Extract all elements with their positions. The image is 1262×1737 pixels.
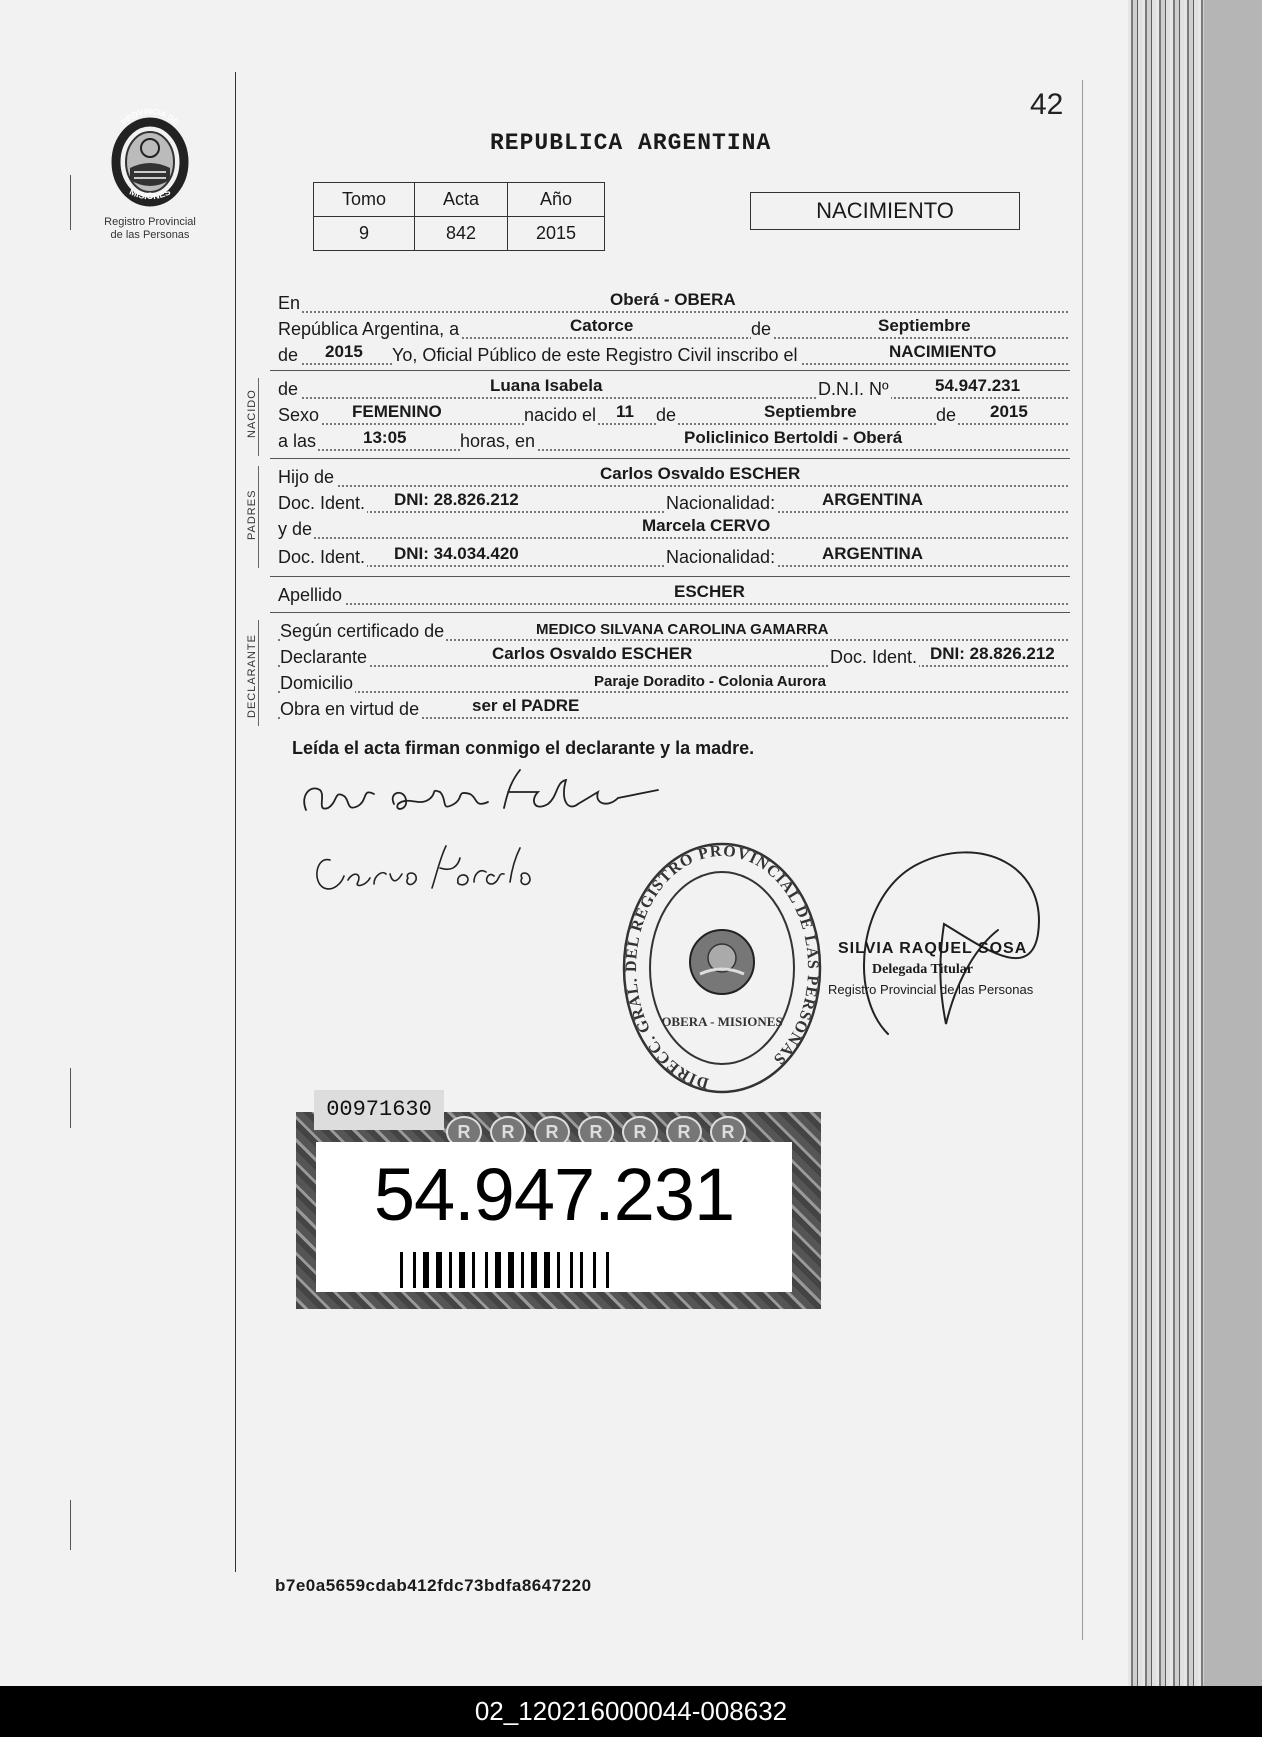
dni-sticker: [296, 1112, 821, 1309]
doc-ident-label: Doc. Ident.: [278, 547, 366, 567]
mother-name-row: [278, 516, 1068, 542]
acta-value: 842: [415, 217, 508, 251]
declarante-signature: [298, 760, 738, 830]
mother-nationality-value: ARGENTINA: [822, 544, 924, 563]
page-stack-edge: [1128, 0, 1204, 1686]
apellido-label: Apellido: [278, 585, 343, 605]
margin-tick: [70, 175, 71, 230]
logo-ring-top: PROVINCIA DE: [119, 108, 181, 127]
doc-ident-label: Doc. Ident.: [278, 493, 366, 513]
hijo-de-label: Hijo de: [278, 467, 335, 487]
sexo-value: FEMENINO: [352, 402, 442, 421]
barcode-bar: [521, 1252, 524, 1288]
certificado-label: Según certificado de: [280, 621, 445, 641]
day-text-value: Catorce: [570, 316, 634, 335]
declarante-doc-value: DNI: 28.826.212: [930, 644, 1055, 663]
nacionalidad-label: Nacionalidad:: [666, 493, 776, 513]
madre-signature: [308, 838, 548, 906]
nacido-section-label: NACIDO: [246, 389, 258, 438]
section-divider: [270, 576, 1070, 577]
barcode-bar: [570, 1252, 573, 1288]
domicilio-label: Domicilio: [280, 673, 354, 693]
declarante-label: Declarante: [280, 647, 368, 667]
date-row: [278, 316, 1068, 342]
declarante-name-value: Carlos Osvaldo ESCHER: [492, 644, 693, 663]
official-name: SILVIA RAQUEL SOSA: [838, 940, 1028, 957]
barcode-bar: [580, 1252, 583, 1288]
sex-birthdate-row: [278, 402, 1068, 428]
barcode-bar: [531, 1252, 537, 1288]
barcode-bar: [508, 1252, 514, 1288]
doc-ident-label: Doc. Ident.: [830, 647, 918, 667]
declarante-row: [278, 644, 1068, 670]
r-mark: R: [622, 1116, 658, 1148]
barcode-bar: [544, 1252, 550, 1288]
barcode-bar: [449, 1252, 452, 1288]
birth-time-value: 13:05: [363, 428, 407, 447]
horas-en-label: horas, en: [460, 431, 536, 451]
r-mark: R: [578, 1116, 614, 1148]
nacido-el-label: nacido el: [524, 405, 597, 425]
reference-header-row: [314, 183, 605, 217]
document-type-box: NACIMIENTO: [750, 192, 1020, 230]
de-label: de: [278, 379, 299, 399]
padres-bracket: [258, 466, 259, 568]
de-label-2: de: [656, 405, 677, 425]
year-row: [278, 342, 1068, 368]
r-mark: R: [446, 1116, 482, 1148]
barcode-bar: [606, 1252, 609, 1288]
r-mark: R: [534, 1116, 570, 1148]
misiones-seal-icon: [102, 108, 198, 212]
apellido-row: [278, 582, 1068, 608]
sticker-serial: 00971630: [314, 1090, 444, 1130]
mother-name-value: Marcela CERVO: [642, 516, 771, 535]
official-office: Registro Provincial de las Personas: [828, 982, 1034, 997]
scan-file-id: 02_120216000044-008632: [474, 1696, 788, 1726]
stamp-ring-text: DIRECC. GRAL. DEL REGISTRO PROVINCIAL DE LAS PERSONAS: [622, 842, 822, 1092]
r-mark: R: [666, 1116, 702, 1148]
padres-section-label: PADRES: [246, 489, 258, 540]
birth-day-value: 11: [616, 402, 634, 421]
child-name-value: Luana Isabela: [490, 376, 603, 395]
domicilio-value: Paraje Doradito - Colonia Aurora: [594, 673, 826, 690]
anio-value: 2015: [508, 217, 605, 251]
registry-logo: [90, 108, 210, 242]
dni-label: D.N.I. Nº: [818, 379, 889, 399]
barcode-bar: [557, 1252, 560, 1288]
tomo-value: 9: [314, 217, 415, 251]
father-doc-row: [278, 490, 1068, 516]
sexo-label: Sexo: [278, 405, 320, 425]
barcode-bar: [423, 1252, 429, 1288]
child-dni-value: 54.947.231: [935, 376, 1021, 395]
barcode-bar: [436, 1252, 442, 1288]
tomo-header: Tomo: [314, 183, 415, 217]
anio-header: Año: [508, 183, 605, 217]
birth-place-value: Policlinico Bertoldi - Oberá: [684, 428, 903, 447]
father-name-value: Carlos Osvaldo ESCHER: [600, 464, 801, 483]
left-margin-rule: [235, 72, 236, 1572]
nacionalidad-label: Nacionalidad:: [666, 547, 776, 567]
obra-label: Obra en virtud de: [280, 699, 420, 719]
logo-caption-line2: de las Personas: [110, 229, 190, 241]
barcode-bar: [472, 1252, 475, 1288]
birth-year-value: 2015: [990, 402, 1028, 421]
margin-tick: [70, 1500, 71, 1550]
r-mark: R: [710, 1116, 746, 1148]
reference-value-row: [314, 217, 605, 251]
barcode: [400, 1252, 710, 1288]
certificado-value: MEDICO SILVANA CAROLINA GAMARRA: [536, 621, 829, 638]
en-label: En: [278, 293, 301, 313]
certificado-row: [278, 618, 1068, 644]
barcode-bar: [400, 1252, 403, 1288]
de-label: de: [751, 319, 772, 339]
logo-caption-line1: Registro Provincial: [104, 216, 196, 228]
acta-header: Acta: [415, 183, 508, 217]
sticker-face: [316, 1142, 792, 1292]
barcode-bar: [495, 1252, 501, 1288]
mother-doc-row: [278, 544, 1068, 570]
official-role: Delegada Titular: [872, 962, 973, 977]
closing-statement: Leída el acta firman conmigo el declarante y la madre.: [292, 738, 755, 758]
y-de-label: y de: [278, 519, 313, 539]
father-name-row: [278, 464, 1068, 490]
barcode-bar: [593, 1252, 596, 1288]
year-value: 2015: [325, 342, 363, 361]
section-divider: [270, 370, 1070, 371]
section-divider: [270, 458, 1070, 459]
right-margin-rule: [1082, 80, 1083, 1640]
declarante-section-label: DECLARANTE: [246, 634, 258, 718]
barcode-bar: [485, 1252, 488, 1288]
obra-row: [278, 696, 1068, 722]
reference-table: [313, 182, 605, 251]
a-las-label: a las: [278, 431, 317, 451]
margin-tick: [70, 1068, 71, 1128]
declarante-bracket: [258, 620, 259, 726]
scan-margin: [1204, 0, 1262, 1686]
father-nationality-value: ARGENTINA: [822, 490, 924, 509]
page-number: 42: [1030, 88, 1064, 121]
child-name-row: [278, 376, 1068, 402]
birth-time-place-row: [278, 428, 1068, 454]
stamp-inner-text: OBERA - MISIONES: [661, 1014, 783, 1029]
apellido-value: ESCHER: [674, 582, 745, 601]
father-doc-value: DNI: 28.826.212: [394, 490, 519, 509]
de-label-3: de: [936, 405, 957, 425]
place-value: Oberá - OBERA: [610, 290, 736, 309]
barcode-bar: [459, 1252, 465, 1288]
section-divider: [270, 612, 1070, 613]
logo-ring-bottom: MISIONES: [127, 186, 173, 202]
registry-stamp: [620, 840, 825, 1095]
barcode-bar: [413, 1252, 416, 1288]
obra-value: ser el PADRE: [472, 696, 580, 715]
document-hash: b7e0a5659cdab412fdc73bdfa8647220: [275, 1576, 592, 1595]
month-value: Septiembre: [878, 316, 971, 335]
year-prefix-label: de: [278, 345, 299, 365]
place-row: [278, 290, 1068, 316]
sticker-dni-number: 54.947.231: [373, 1153, 735, 1236]
country-heading: REPUBLICA ARGENTINA: [490, 130, 772, 156]
r-mark: R: [490, 1116, 526, 1148]
nacido-bracket: [258, 378, 259, 456]
mother-doc-value: DNI: 34.034.420: [394, 544, 519, 563]
officer-phrase: Yo, Oficial Público de este Registro Civil inscribo el: [392, 345, 798, 365]
republica-label: República Argentina, a: [278, 319, 460, 339]
birth-month-value: Septiembre: [764, 402, 857, 421]
act-type-value: NACIMIENTO: [889, 342, 997, 361]
domicilio-row: [278, 670, 1068, 696]
